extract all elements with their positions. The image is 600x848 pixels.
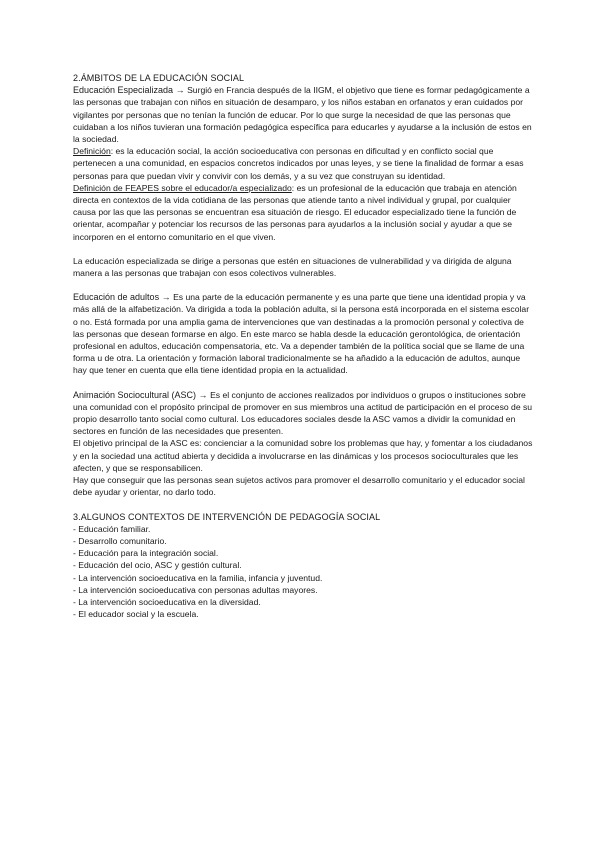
especializada-text: Surgió en Francia después de la IIGM, el objetivo que tiene es formar pedagógicamente a las personas que trabajan con niños en situación de desamparo, y los niños estaban en orfanatos y eran cuidados por vigilantes por personas que no tenían la función de educar. Por lo que surge la necesidad de que las personas que cuidaban a los niños tuvieran una formación pedagógica específica para educarles y ayudarse a la inclusión de estos en la sociedad. [73,85,532,145]
asc-hay-paragraph: Hay que conseguir que las personas sean sujetos activos para promover el desarrollo comunitario y el educador social debe ayudar y orientar, no darlo todo. [73,475,525,498]
list-item: - La intervención socioeducativa en la familia, infancia y juventud. [73,572,323,583]
definicion-label: Definición [73,146,111,157]
especializada-paragraph [73,84,533,145]
spacer [73,279,533,291]
definicion-paragraph [73,145,533,182]
list-item: - La intervención socioeducativa con personas adultas mayores. [73,584,318,595]
feapes-paragraph [73,182,533,243]
adultos-term: Educación de adultos → [73,292,174,303]
list-item: - Desarrollo comunitario. [73,535,167,546]
list-item: - Educación familiar. [73,523,151,534]
especializada-note: La educación especializada se dirige a personas que estén en situaciones de vulnerabilidad y va dirigida de alguna manera a las personas que trabajan con esos colectivos vulnerables. [73,255,512,279]
section-3-heading: 3.ALGUNOS CONTEXTOS DE INTERVENCIÓN DE PEDAGOGÍA SOCIAL [73,511,381,522]
list-item: - Educación del ocio, ASC y gestión cultural. [73,560,242,571]
list-item: - La intervención socioeducativa en la diversidad. [73,596,261,607]
feapes-label: Definición de FEAPES sobre el educador/a especializado [73,182,292,193]
asc-text: Es el conjunto de acciones realizados por individuos o grupos o instituciones sobre una comunidad con el propósito principal de promover en sus miembros una actitud de participación en el proceso de su propio desarrollo tanto social como cultural. Los educadores sociales desde la ASC vamos a dividir la comunidad en sectores en función de las necesidades que presenten. [73,389,533,437]
asc-term: Animación Sociocultural (ASC) → [73,389,211,400]
document-page [73,72,533,620]
asc-objetivo-paragraph: El objetivo principal de la ASC es: concienciar a la comunidad sobre los problemas que hay, y fomentar a los ciudadanos y en la sociedad una actitud abierta y decidida a involucrarse en las dinámicas y los procesos socioculturales que les afecten, y que se responsabilicen. [73,438,533,473]
spacer [73,499,533,511]
list-item: - Educación para la integración social. [73,548,219,559]
spacer [73,243,533,255]
list-item: - El educador social y la escuela. [73,609,199,620]
section-2-heading: 2.ÁMBITOS DE LA EDUCACIÓN SOCIAL [73,73,245,83]
feapes-text: : es un profesional de la educación que trabaja en atención directa en contextos de la vida cotidiana de las personas que atiende tanto a nivel individual y grupal, por cualquier causa por las que las personas se encuentran esa situación de riesgo. El educador especializado tiene la función de orientar, acompañar y potenciar los recursos de las personas para ayudarlos a la inclusión social y ayudar a que se incorporen en el entorno comunitario en el que viven. [73,182,517,242]
adultos-text: Es una parte de la educación permanente y es una parte que tiene una identidad propia y va más allá de la alfabetización. Va dirigida a toda la población adulta, si la persona está incorporada en el sistema escolar o no. Está formada por una amplia gama de intervenciones que van destinadas a la promoción personal y colectiva de las personas que desean formarse en algo. En este marco se habla desde la educación gerontológica, de orientación profesional en adultos, educación compensatoria, etc. Va a depender también de la política social que se llame de una forma u de otra. La orientación y formación laboral tradicionalmente se ha añadido a la educación de adultos, aunque hay que tener en cuenta que ella tiene identidad propia en la actualidad. [73,292,530,376]
especializada-term: Educación Especializada → [73,85,188,96]
adultos-paragraph [73,291,533,376]
spacer [73,377,533,389]
asc-paragraph [73,389,533,438]
definicion-text: : es la educación social, la acción socioeducativa con personas en dificultad y en conflicto social que pertenecen a una comunidad, en espacios concretos indicados por unas leyes, y se tiene la finalidad de formar a esas personas para que puedan vivir y convivir con los demás, y a su vez que construyan su identidad. [73,146,524,181]
contexts-list [73,523,533,621]
